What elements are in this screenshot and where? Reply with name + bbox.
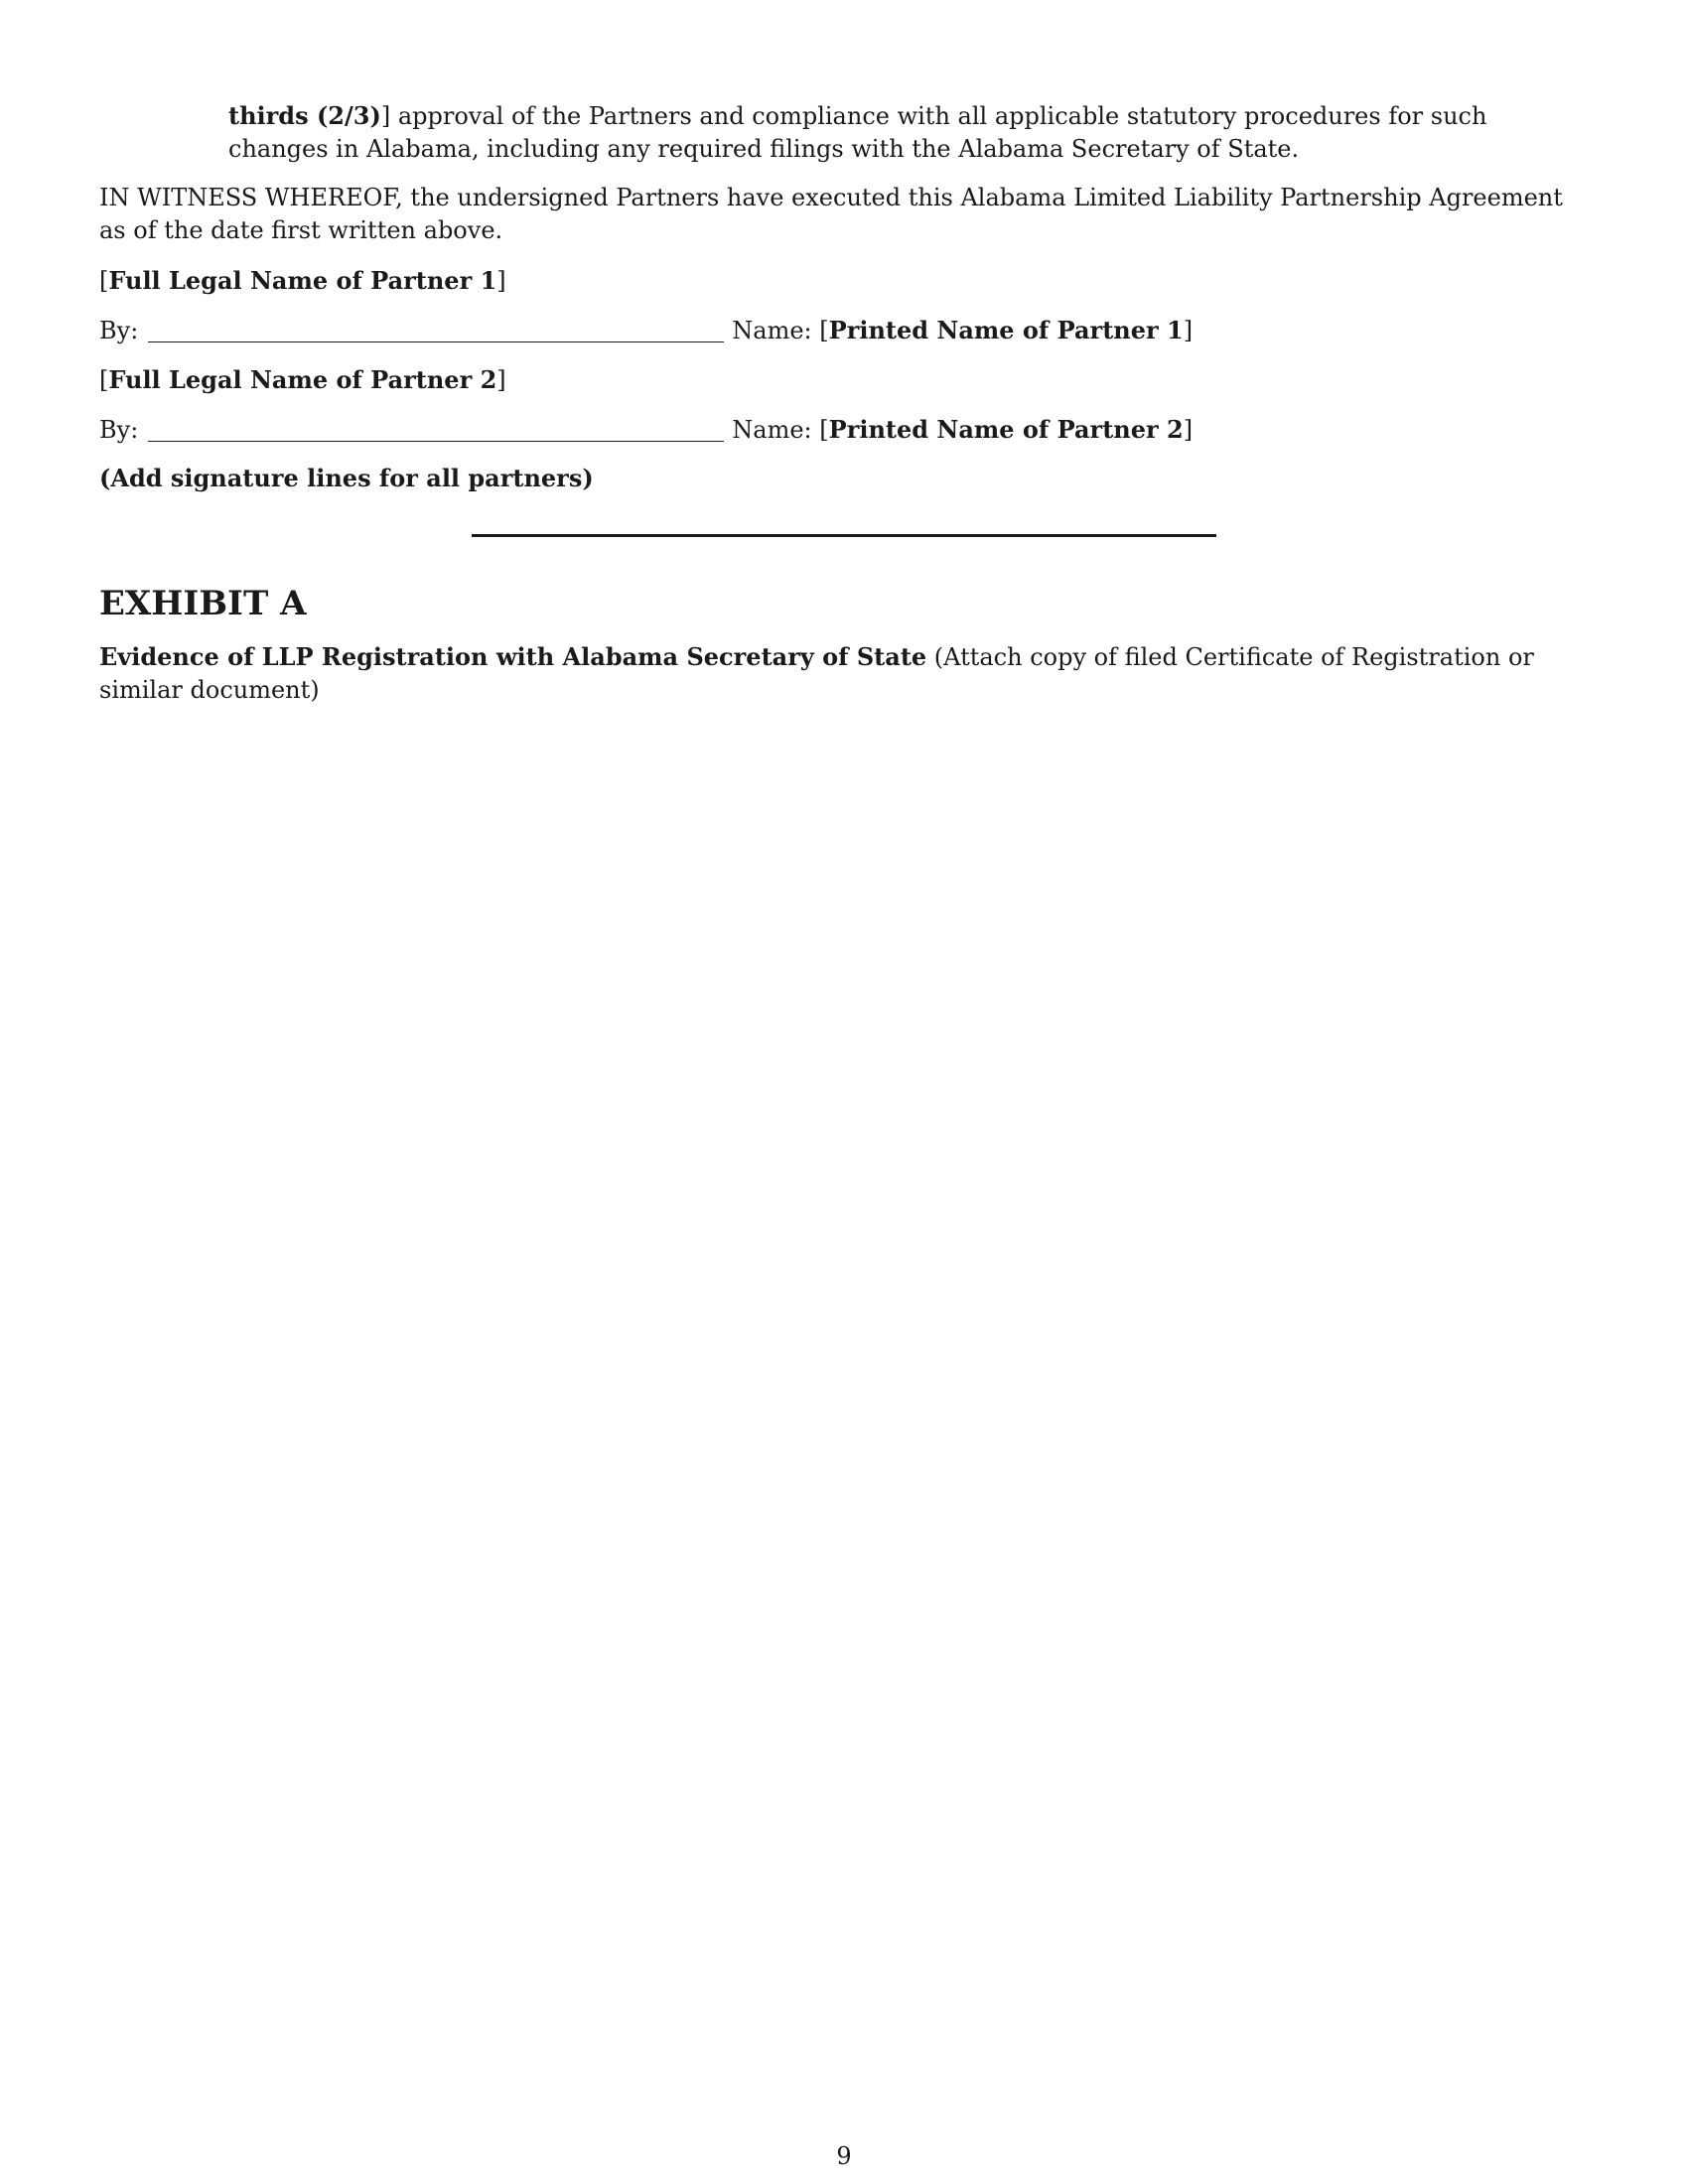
- bracket-open: [: [819, 416, 829, 444]
- name-label: Name:: [732, 317, 812, 344]
- bracket-close: ]: [1183, 317, 1194, 344]
- bracket-close: ]: [496, 366, 506, 394]
- section-divider: [472, 534, 1216, 537]
- bracket-open: [: [819, 317, 829, 344]
- add-signature-lines-note: [99, 462, 1589, 495]
- partner-2-legal-name: [99, 363, 1589, 397]
- by-label: By:: [99, 416, 139, 444]
- exhibit-bold-title: Evidence of LLP Registration with Alabama Secretary of State: [99, 642, 927, 671]
- continuation-bracket: ]: [380, 102, 391, 130]
- partner-1-signature-line[interactable]: [148, 318, 724, 342]
- partner-1-legal-name-text: Full Legal Name of Partner 1: [108, 266, 497, 295]
- partner-2-printed-name: Printed Name of Partner 2: [828, 415, 1184, 444]
- witness-text: IN WITNESS WHEREOF, the undersigned Partners have executed this Alabama Limited Liability Partnership Agreement as of the date first written above.: [99, 184, 1563, 244]
- bracket-close: ]: [1183, 416, 1194, 444]
- continuation-text: approval of the Partners and compliance with all applicable statutory procedures for such changes in Alabama, including any required filings with the Alabama Secretary of State.: [228, 102, 1487, 163]
- partner-2-signature-row: [99, 413, 1589, 447]
- page-number: 9: [836, 2142, 852, 2170]
- partner-1-legal-name: [99, 264, 1589, 298]
- exhibit-heading: EXHIBIT A: [99, 584, 307, 623]
- partner-2-signature-line[interactable]: [148, 417, 724, 442]
- name-label: Name:: [732, 416, 812, 444]
- exhibit-note: (Attach copy of filed Certificate of Registration or similar document): [99, 643, 1534, 704]
- continuation-bold-lead: thirds (2/3): [228, 101, 381, 130]
- by-label: By:: [99, 317, 139, 344]
- partner-1-signature-row: [99, 314, 1589, 347]
- partner-1-printed-name: Printed Name of Partner 1: [828, 316, 1184, 344]
- bracket-open: [: [99, 366, 109, 394]
- bracket-close: ]: [496, 267, 506, 295]
- continuation-paragraph: [228, 99, 1589, 166]
- exhibit-description: [99, 640, 1589, 707]
- bracket-open: [: [99, 267, 109, 295]
- witness-paragraph: [99, 182, 1589, 247]
- add-lines-note-text: (Add signature lines for all partners): [99, 464, 594, 492]
- partner-2-legal-name-text: Full Legal Name of Partner 2: [108, 365, 497, 394]
